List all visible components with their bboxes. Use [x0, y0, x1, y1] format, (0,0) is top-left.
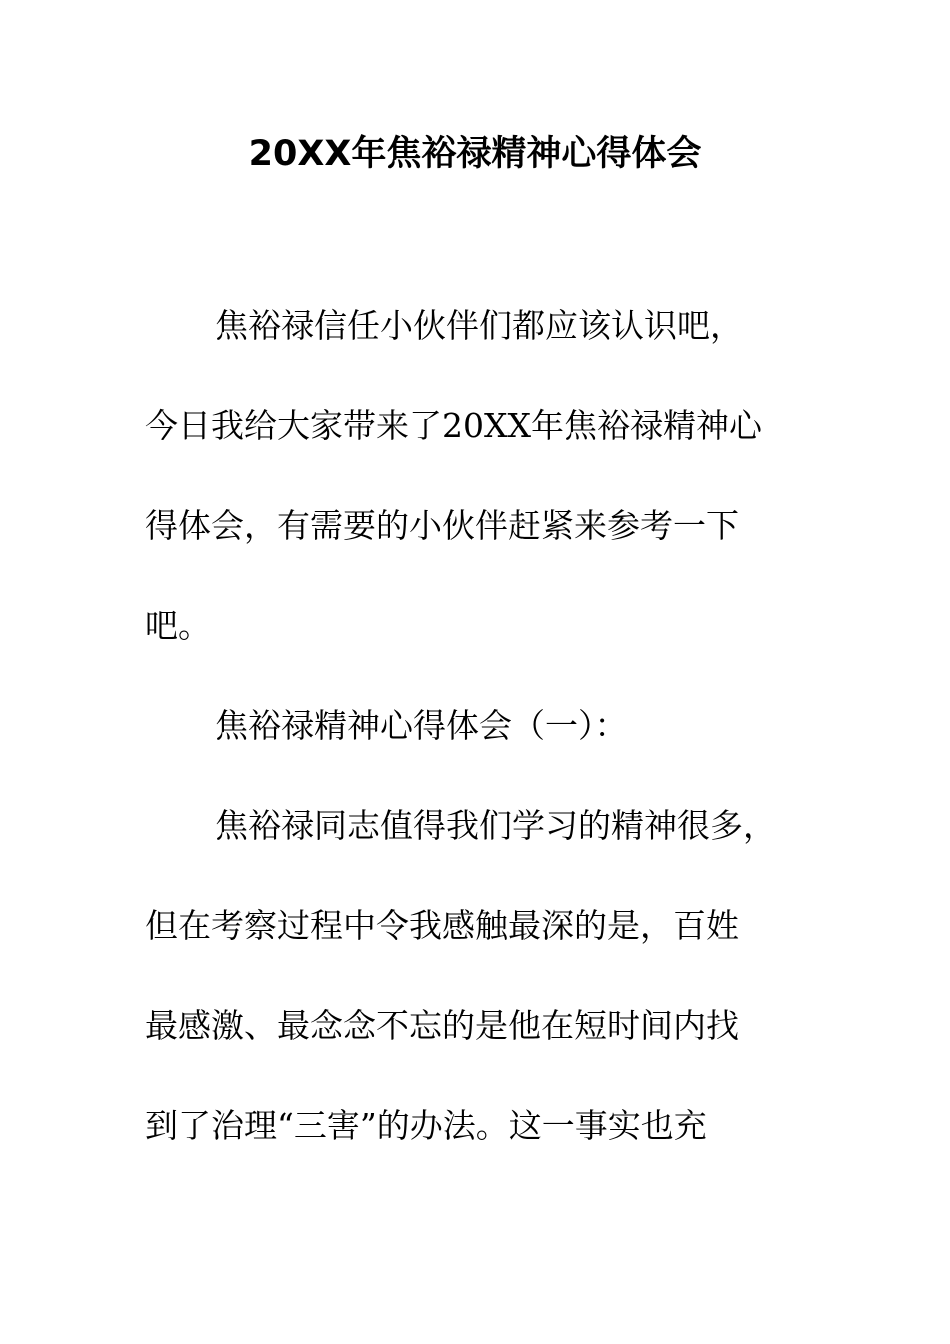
paragraph-line: 吧。 [145, 606, 211, 645]
paragraph-line: 焦裕禄同志值得我们学习的精神很多， [215, 806, 776, 845]
paragraph-line: 但在考察过程中令我感触最深的是，百姓 [145, 906, 739, 945]
paragraph-line: 今日我给大家带来了20XX年焦裕禄精神心 [145, 406, 762, 445]
paragraph-line: 焦裕禄信任小伙伴们都应该认识吧， [215, 306, 743, 345]
paragraph-line: 得体会，有需要的小伙伴赶紧来参考一下 [145, 506, 739, 545]
section-heading: 焦裕禄精神心得体会（一）： [215, 706, 628, 745]
paragraph-line: 到了治理“三害”的办法。这一事实也充 [145, 1106, 707, 1145]
paragraph-line: 最感激、最念念不忘的是他在短时间内找 [145, 1006, 739, 1045]
document-title: 20XX年焦裕禄精神心得体会 [248, 134, 702, 174]
